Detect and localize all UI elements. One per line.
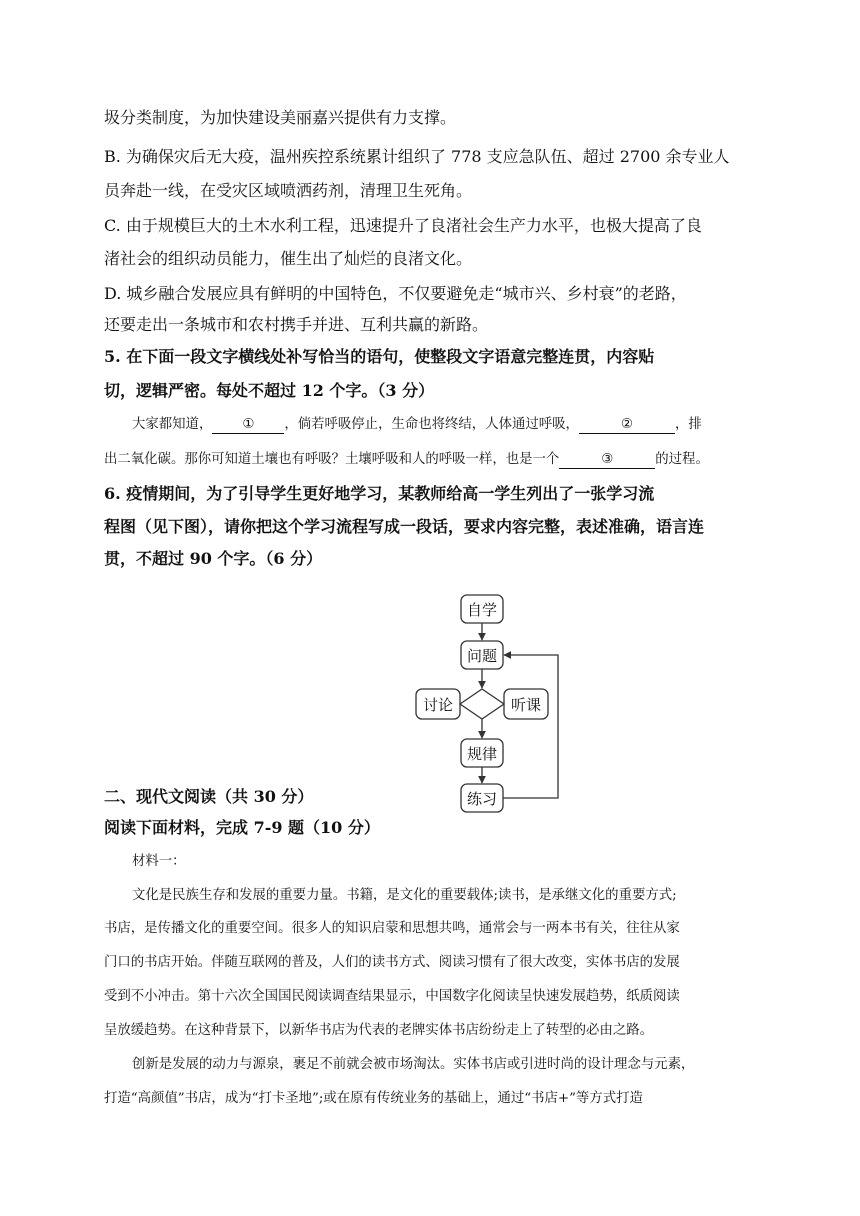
learning-flowchart	[400, 585, 580, 820]
q5-line2: 切，逻辑严密。每处不超过 12 个字。（3 分）	[104, 381, 435, 400]
node-self-study: 自学	[466, 601, 498, 619]
q5-text-b: ，倘若呼吸停止，生命也将终结，人体通过呼吸，	[284, 417, 579, 432]
option-d-line1: D. 城乡融合发展应具有鲜明的中国特色，不仅要避免走“城市兴、乡村衰”的老路，	[104, 284, 687, 303]
para2-line1: 创新是发展的动力与源泉，裹足不前就会被市场淘汰。实体书店或引进时尚的设计理念与元素，	[132, 1057, 695, 1072]
q6-line3: 贯，不超过 90 个字。（6 分）	[104, 549, 323, 568]
blank-1[interactable]: ①	[212, 416, 284, 434]
q5-text-d: 出二氧化碳。那你可知道土壤也有呼吸？土壤呼吸和人的呼吸一样，也是一个	[104, 452, 560, 467]
option-b-line2: 员奔赴一线，在受灾区域喷洒药剂，清理卫生死角。	[104, 181, 473, 200]
node-question: 问题	[466, 647, 498, 665]
q5-passage-line1	[132, 415, 702, 435]
section-title: 二、现代文阅读（共 30 分）	[104, 787, 314, 806]
q6-line1: 6. 疫情期间，为了引导学生更好地学习，某教师给高一学生列出了一张学习流	[104, 484, 655, 503]
para1-line4: 受到不小冲击。第十六次全国国民阅读调查结果显示，中国数字化阅读呈快速发展趋势，纸质阅读	[104, 989, 680, 1004]
section-instruction: 阅读下面材料，完成 7-9 题（10 分）	[104, 818, 380, 837]
material-label: 材料一：	[132, 854, 186, 869]
node-discuss: 讨论	[422, 696, 454, 714]
option-c-line1: C. 由于规模巨大的土木水利工程，迅速提升了良渚社会生产力水平，也极大提高了良	[104, 216, 702, 235]
q6-line2: 程图（见下图），请你把这个学习流程写成一段话，要求内容完整，表述准确，语言连	[104, 517, 705, 536]
para1-line1: 文化是民族生存和发展的重要力量。书籍，是文化的重要载体;读书，是承继文化的重要方式;	[132, 888, 677, 903]
node-practice: 练习	[466, 790, 498, 808]
option-a-tail: 圾分类制度，为加快建设美丽嘉兴提供有力支撑。	[104, 108, 457, 127]
q5-text-e: 的过程。	[655, 452, 709, 467]
blank-3[interactable]: ③	[559, 451, 655, 469]
option-c-line2: 渚社会的组织动员能力，催生出了灿烂的良渚文化。	[104, 249, 473, 268]
blank-2[interactable]: ②	[579, 416, 675, 434]
decision-hexagon	[460, 689, 504, 719]
node-lecture: 听课	[510, 696, 542, 714]
node-rule: 规律	[466, 745, 498, 763]
para1-line2: 书店，是传播文化的重要空间。很多人的知识启蒙和思想共鸣，通常会与一两本书有关，往往从家	[104, 921, 680, 936]
q5-passage-line2	[104, 450, 709, 470]
q5-line1: 5. 在下面一段文字横线处补写恰当的语句，使整段文字语意完整连贯，内容贴	[104, 347, 655, 366]
para1-line3: 门口的书店开始。伴随互联网的普及，人们的读书方式、阅读习惯有了很大改变，实体书店的发展	[104, 955, 680, 970]
q5-text-c: ，排	[674, 417, 702, 432]
para2-line2: 打造“高颜值”书店，成为“打卡圣地”;或在原有传统业务的基础上，通过“书店+”等方式打造	[104, 1091, 643, 1106]
option-b-line1: B. 为确保灾后无大疫，温州疾控系统累计组织了 778 支应急队伍、超过 2700 余专业人	[104, 147, 730, 166]
q5-text-a: 大家都知道，	[132, 417, 213, 432]
para1-line5: 呈放缓趋势。在这种背景下，以新华书店为代表的老牌实体书店纷纷走上了转型的必由之路。	[104, 1023, 654, 1038]
option-d-line2: 还要走出一条城市和农村携手并进、互利共赢的新路。	[104, 315, 489, 334]
